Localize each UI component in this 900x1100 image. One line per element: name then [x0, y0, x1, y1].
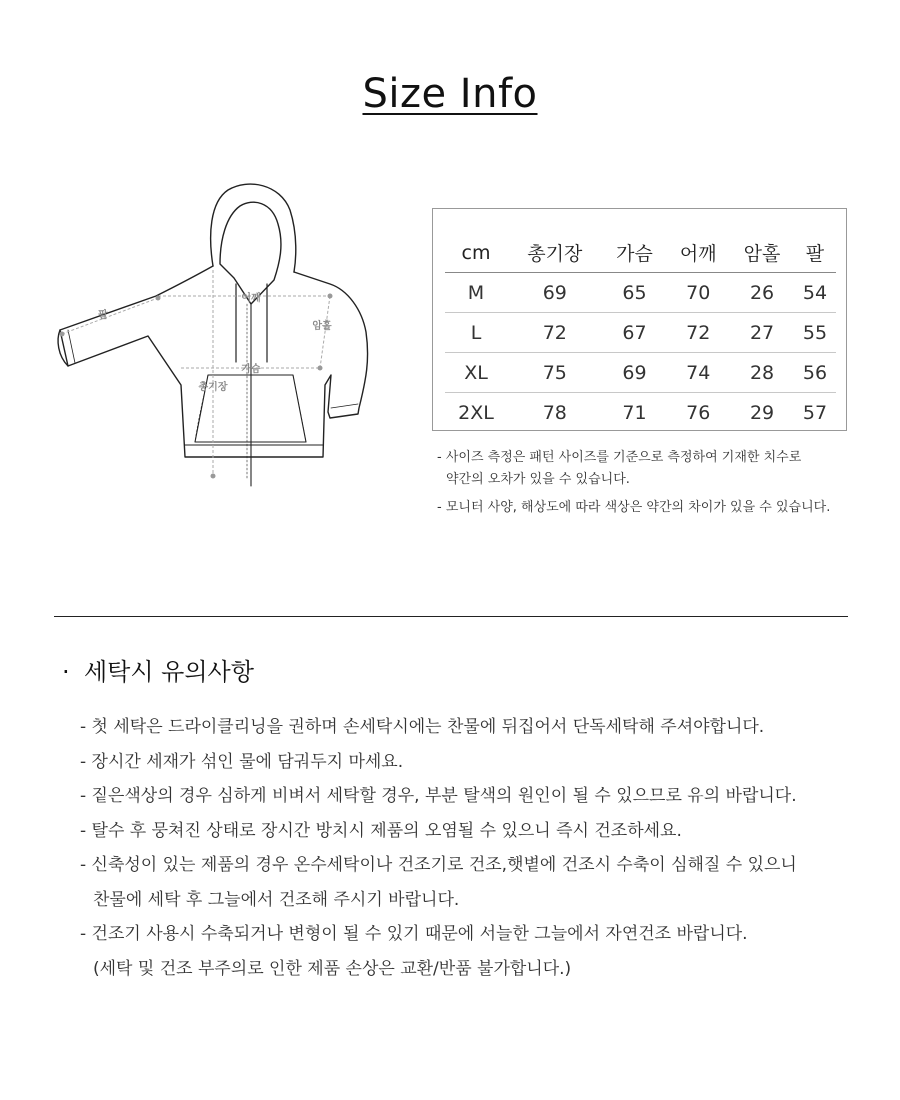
hood-outline — [211, 184, 296, 272]
body-outline — [60, 266, 368, 457]
page-title-text: Size Info — [362, 71, 538, 117]
header-sleeve: 팔 — [794, 233, 836, 273]
table-cell: 71 — [622, 401, 647, 424]
list-item: - 건조기 사용시 수축되거나 변형이 될 수 있기 때문에 서늘한 그늘에서 자연건조 바랍니다. — [80, 924, 748, 944]
list-item: - 탈수 후 뭉쳐진 상태로 장시간 방치시 제품의 오염될 수 있으니 즉시 건조하세요. — [80, 820, 682, 841]
list-item: - 장시간 세재가 섞인 물에 담궈두지 마세요. — [80, 751, 404, 772]
list-item: (세탁 및 건조 부주의로 인한 제품 손상은 교환/반품 불가합니다.) — [93, 958, 572, 979]
header-unit: cm — [445, 233, 507, 273]
table-cell: 29 — [749, 401, 775, 424]
table-cell: 76 — [686, 401, 711, 424]
header-total-length: 총기장 — [507, 233, 603, 273]
list-item: - 짙은색상의 경우 심하게 비벼서 세탁할 경우, 부분 탈색의 원인이 될 수 있으므로 유의 바랍니다. — [80, 786, 797, 806]
list-item: 찬물에 세탁 후 그늘에서 건조해 주시기 바랍니다. — [93, 889, 460, 910]
table-row — [445, 353, 836, 393]
header-shoulder: 어깨 — [666, 233, 730, 273]
table-cell: 72 — [507, 313, 603, 353]
sleeve-measure-line — [62, 298, 158, 334]
total-length-label: 총기장 — [198, 382, 228, 393]
table-cell: 28 — [730, 353, 794, 393]
size-cell: XL — [445, 353, 507, 393]
chest-label: 가슴 — [241, 364, 261, 375]
table-cell: 65 — [603, 273, 667, 313]
list-item: - 첫 세탁은 드라이클리닝을 권하며 손세탁시에는 찬물에 뒤집어서 단독세탁해 주셔야합니다. — [80, 717, 765, 737]
table-cell: 78 — [542, 401, 567, 424]
table-cell: 69 — [507, 273, 603, 313]
size-table-box — [432, 208, 847, 431]
page-title — [0, 68, 900, 120]
header-armhole: 암홀 — [730, 233, 794, 273]
table-cell: 69 — [603, 353, 667, 393]
table-row — [445, 273, 836, 313]
table-cell: 54 — [794, 273, 836, 313]
table-cell: 67 — [603, 313, 667, 353]
list-item: - 신축성이 있는 제품의 경우 온수세탁이나 건조기로 건조,햇볕에 건조시 수축이 심해질 수 있으니 — [80, 855, 797, 875]
care-heading — [62, 655, 254, 689]
table-cell: 70 — [666, 273, 730, 313]
table-cell: 56 — [794, 353, 836, 393]
size-table-header-row — [445, 233, 836, 273]
shoulder-label: 어깨 — [241, 293, 261, 304]
table-cell: 72 — [666, 313, 730, 353]
hoodie-diagram — [48, 180, 388, 500]
armhole-label: 암홀 — [312, 321, 332, 332]
size-table — [445, 233, 836, 432]
size-cell: M — [445, 273, 507, 313]
measurement-note-line-2: 약간의 오차가 있을 수 있습니다. — [446, 472, 630, 487]
measurement-note — [437, 447, 837, 491]
table-cell: 57 — [802, 401, 828, 424]
size-cell: 2XL — [458, 401, 494, 424]
hood-opening — [220, 202, 281, 304]
table-cell: 74 — [666, 353, 730, 393]
table-cell: 26 — [730, 273, 794, 313]
bullet-icon: · — [62, 658, 70, 686]
care-instructions-list — [80, 710, 870, 986]
table-cell: 27 — [730, 313, 794, 353]
care-heading-text: 세탁시 유의사항 — [84, 658, 254, 686]
armhole-measure-line — [320, 296, 330, 368]
size-cell: L — [445, 313, 507, 353]
monitor-color-note: - 모니터 사양, 해상도에 따라 색상은 약간의 차이가 있을 수 있습니다. — [437, 500, 831, 515]
header-chest: 가슴 — [603, 233, 667, 273]
table-row — [445, 393, 836, 433]
measurement-note-line-1: - 사이즈 측정은 패턴 사이즈를 기준으로 측정하여 기재한 치수로 — [437, 450, 802, 465]
table-cell: 55 — [794, 313, 836, 353]
table-cell: 75 — [507, 353, 603, 393]
table-row — [445, 313, 836, 353]
section-divider — [54, 616, 848, 617]
sleeve-label: 팔 — [98, 310, 108, 321]
